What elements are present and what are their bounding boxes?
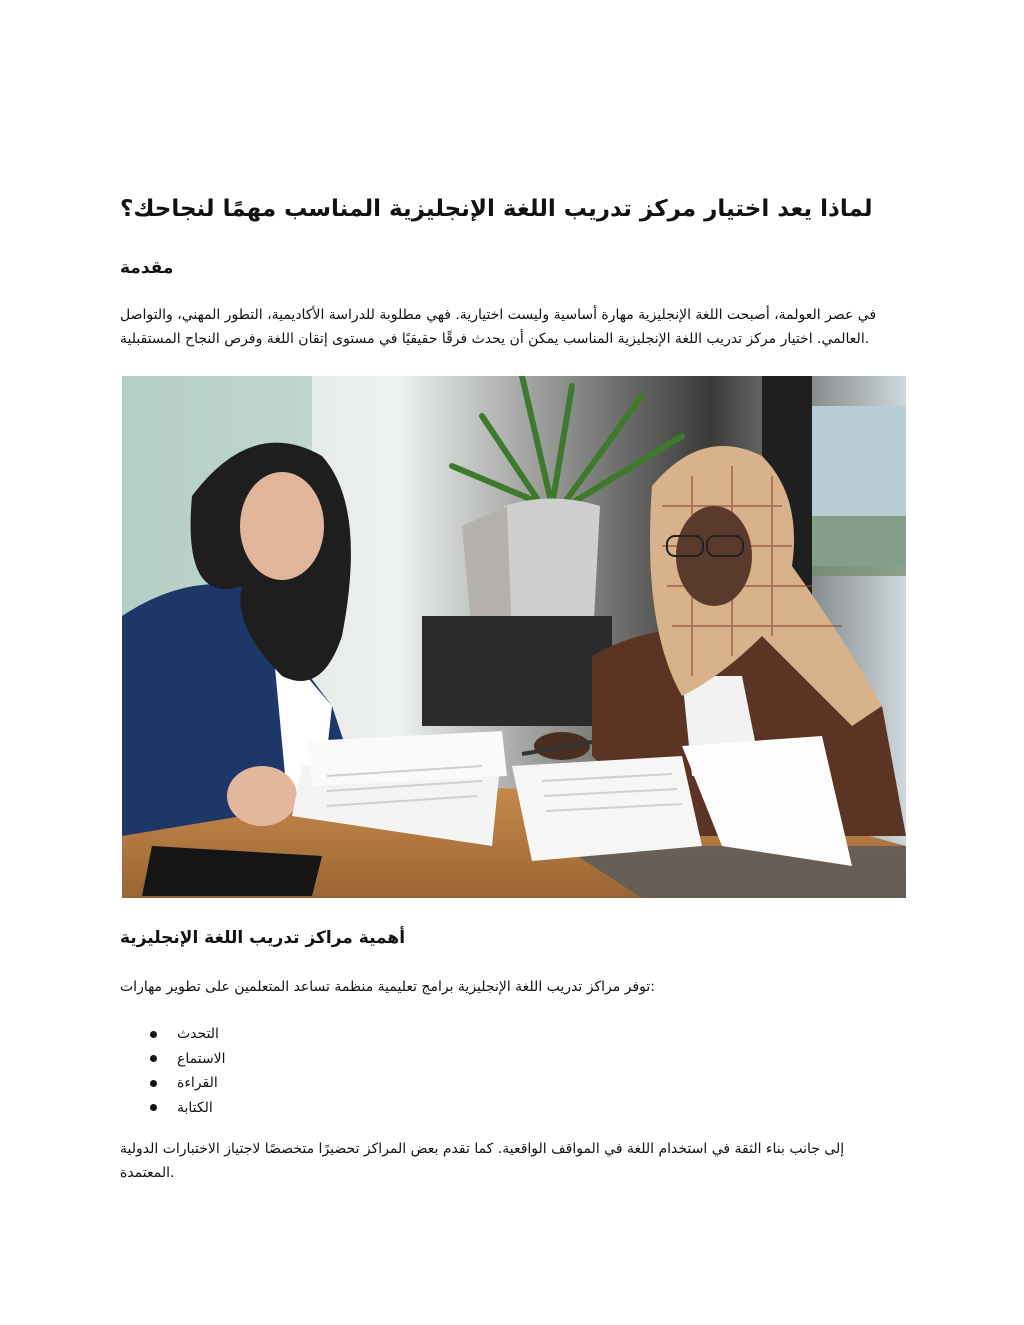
skill-label: القراءة: [177, 1075, 218, 1091]
list-item: [150, 1022, 226, 1047]
bullet-icon: [150, 1031, 157, 1038]
list-item: [150, 1071, 226, 1096]
article-photo: [122, 376, 906, 898]
importance-lead: توفر مراكز تدريب اللغة الإنجليزية برامج تعليمية منظمة تساعد المتعلمين على تطوير مهارات:: [120, 979, 655, 995]
list-item: [150, 1047, 226, 1072]
skill-label: الكتابة: [177, 1099, 213, 1116]
bullet-icon: [150, 1080, 157, 1087]
skill-label: الاستماع: [177, 1050, 226, 1067]
page-title: لماذا يعد اختيار مركز تدريب اللغة الإنجليزية المناسب مهمًا لنجاحك؟: [120, 196, 873, 222]
closing-paragraph-line-2: المعتمدة.: [120, 1165, 175, 1181]
skill-label: التحدث: [177, 1026, 219, 1042]
bullet-icon: [150, 1104, 157, 1111]
intro-paragraph-line-2: العالمي. اختيار مركز تدريب اللغة الإنجليزية المناسب يمكن أن يحدث فرقًا حقيقيًا في مستوى إتقان اللغة وفرص النجاح المستقبلية.: [120, 331, 870, 347]
importance-heading: أهمية مراكز تدريب اللغة الإنجليزية: [120, 928, 406, 948]
intro-heading: مقدمة: [120, 258, 174, 278]
list-item: [150, 1096, 226, 1121]
document-page: [120, 0, 906, 1325]
skills-list: [150, 1022, 226, 1120]
closing-paragraph-line-1: إلى جانب بناء الثقة في استخدام اللغة في المواقف الواقعية. كما تقدم بعض المراكز تحضيرًا متخصصًا لاجتياز الاختبارات الدولية: [120, 1141, 845, 1157]
bullet-icon: [150, 1055, 157, 1062]
intro-paragraph-line-1: في عصر العولمة، أصبحت اللغة الإنجليزية مهارة أساسية وليست اختيارية. فهي مطلوبة للدراسة الأكاديمية، التطور المهني، والتواصل: [120, 307, 877, 323]
